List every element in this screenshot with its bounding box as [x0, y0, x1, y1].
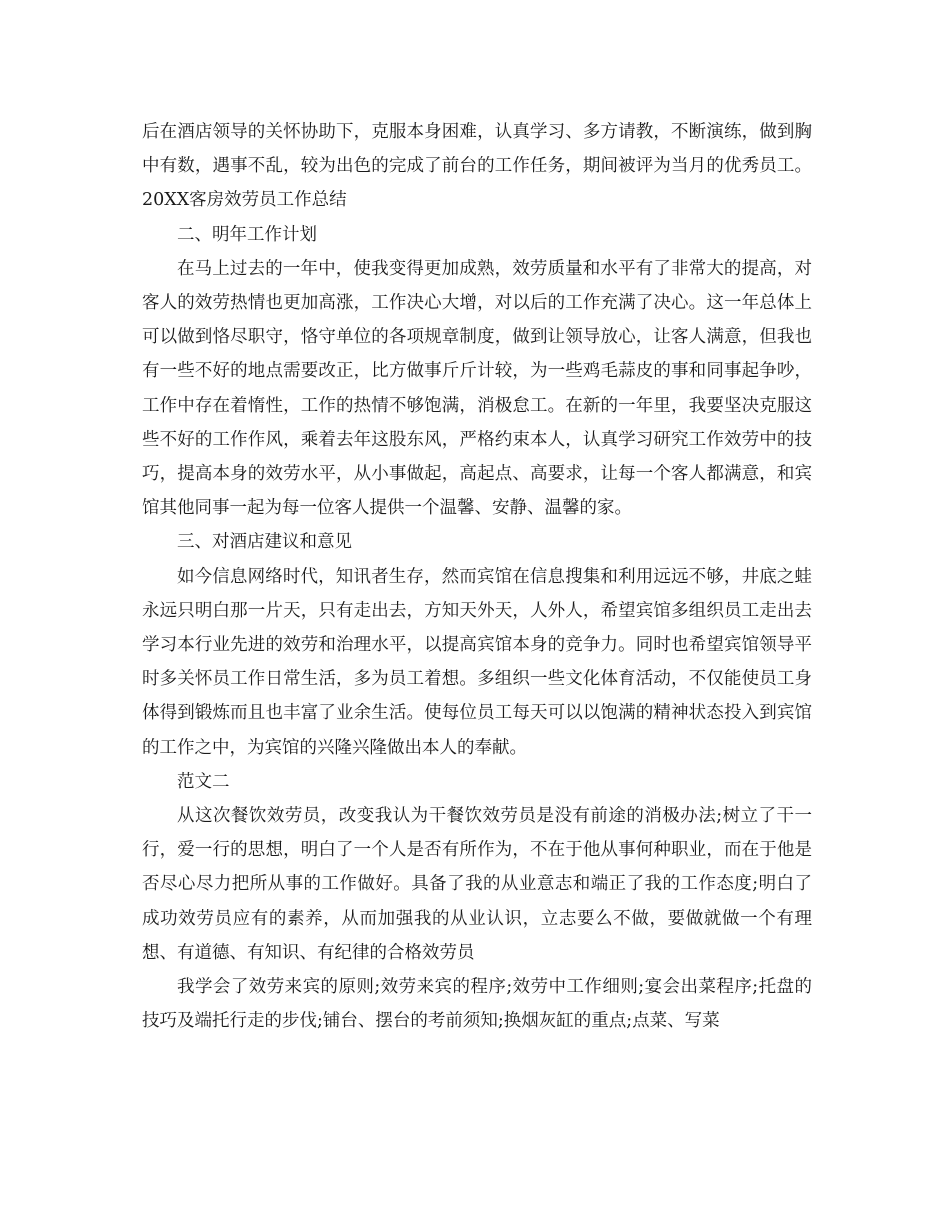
paragraph-sample-two-intro: 从这次餐饮效劳员，改变我认为干餐饮效劳员是没有前途的消极办法;树立了干一行，爱一行的思想，明白了一个人是否有所作为，不在于他从事何种职业，而在于他是否尽心尽力把所从事的工作做好。具备了我的从业意志和端正了我的工作态度;明白了成功效劳员应有的素养，从而加强我的从业认识，立志要么不做，要做就做一个有理想、有道德、有知识、有纪律的合格效劳员: [142, 806, 812, 963]
section-heading-next-year-plan: 二、明年工作计划: [177, 224, 317, 245]
paragraph-suggestions: 如今信息网络时代，知讯者生存，然而宾馆在信息搜集和利用远远不够，井底之蛙永远只明白那一片天，只有走出去，方知天外天，人外人，希望宾馆多组织员工走出去学习本行业先进的效劳和治理水平，以提高宾馆本身的竞争力。同时也希望宾馆领导平时多关怀员工作日常生活，多为员工着想。多组织一些文化体育活动，不仅能使员工身体得到锻炼而且也丰富了业余生活。使每位员工每天可以以饱满的精神状态投入到宾馆的工作之中，为宾馆的兴隆兴隆做出本人的奉献。: [142, 566, 812, 758]
section-heading-suggestions: 三、对酒店建议和意见: [177, 532, 352, 553]
paragraph-sample-two-skills: 我学会了效劳来宾的原则;效劳来宾的程序;效劳中工作细则;宴会出菜程序;托盘的技巧及端托行走的步伐;铺台、摆台的考前须知;换烟灰缸的重点;点菜、写菜: [142, 977, 812, 1032]
paragraph-next-year-plan: 在马上过去的一年中，使我变得更加成熟，效劳质量和水平有了非常大的提高，对客人的效劳热情也更加高涨，工作决心大增，对以后的工作充满了决心。这一年总体上可以做到恪尽职守，恪守单位的各项规章制度，做到让领导放心，让客人满意，但我也有一些不好的地点需要改正，比方做事斤斤计较，为一些鸡毛蒜皮的事和同事起争吵，工作中存在着惰性，工作的热情不够饱满，消极怠工。在新的一年里，我要坚决克服这些不好的工作作风，乘着去年这股东风，严格约束本人，认真学习研究工作效劳中的技巧，提高本身的效劳水平，从小事做起，高起点、高要求，让每一个客人都满意，和宾馆其他同事一起为每一位客人提供一个温馨、安静、温馨的家。: [142, 258, 812, 519]
document-body: [142, 115, 812, 1038]
section-heading-sample-two: 范文二: [177, 771, 230, 792]
paragraph-continued: 后在酒店领导的关怀协助下，克服本身困难，认真学习、多方请教，不断演练，做到胸中有数，遇事不乱，较为出色的完成了前台的工作任务，期间被评为当月的优秀员工。20XX客房效劳员工作总结: [142, 122, 812, 211]
